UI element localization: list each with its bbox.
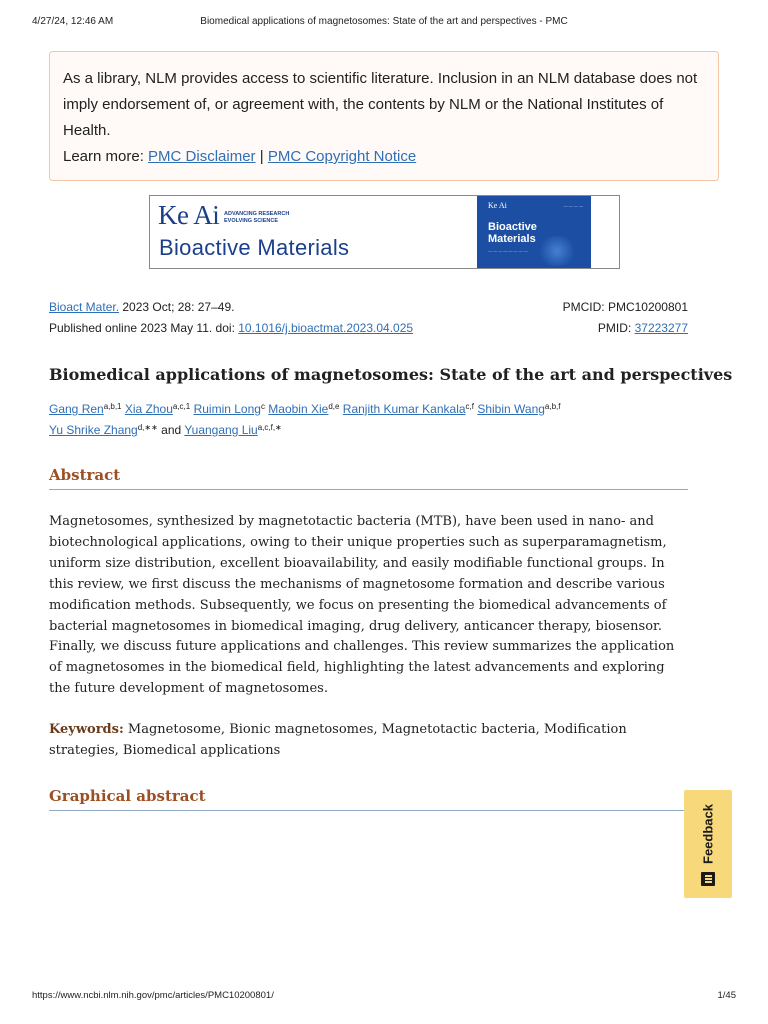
keywords <box>49 719 689 761</box>
cover-subline-decoration: — — — — — — — — <box>488 248 528 253</box>
author-affiliation: a,c,f,∗ <box>257 423 282 432</box>
cover-title <box>488 221 537 245</box>
author-list <box>49 399 649 441</box>
learn-more-label: Learn more: <box>63 148 144 165</box>
print-url: https://www.ncbi.nlm.nih.gov/pmc/articles/PMC10200801/ <box>32 990 274 1001</box>
feedback-button[interactable] <box>684 790 732 898</box>
citation-line <box>49 300 688 314</box>
pmid-link[interactable]: 37223277 <box>634 321 688 335</box>
citation-issue: 2023 Oct; 28: 27–49. <box>122 300 235 314</box>
journal-link[interactable]: Bioact Mater. <box>49 300 120 314</box>
published-online: Published online 2023 May 11. doi: <box>49 321 235 335</box>
author-affiliation: d,e <box>328 402 340 411</box>
feedback-label: Feedback <box>700 804 716 864</box>
author-affiliation: a,b,f <box>544 402 561 411</box>
author-affiliation: a,b,1 <box>103 402 122 411</box>
print-datetime: 4/27/24, 12:46 AM <box>32 16 114 27</box>
print-page-number: 1/45 <box>717 990 736 1001</box>
keai-logo: Ke Ai <box>158 200 220 230</box>
doi-link[interactable]: 10.1016/j.bioactmat.2023.04.025 <box>238 321 414 335</box>
author-affiliation: c <box>260 402 265 411</box>
keywords-text: Magnetosome, Bionic magnetosomes, Magnetotactic bacteria, Modification strategies, Biomedical applications <box>49 722 627 758</box>
journal-name: Bioactive Materials <box>159 235 350 260</box>
author-link[interactable]: Gang Ren <box>49 402 104 416</box>
keai-tagline-line-1: ADVANCING RESEARCH <box>224 211 290 217</box>
cover-title-line-1: Bioactive <box>488 221 537 233</box>
cover-title-line-2: Materials <box>488 233 536 245</box>
cover-publisher: Ke Ai <box>488 201 507 210</box>
authors-and: and <box>161 423 182 437</box>
author-link[interactable]: Ranjith Kumar Kankala <box>342 402 466 416</box>
notice-learn-more <box>63 144 705 170</box>
author-link[interactable]: Yu Shrike Zhang <box>49 423 138 437</box>
publication-line <box>49 321 688 335</box>
keywords-label: Keywords: <box>49 722 124 737</box>
cover-volume-decoration: — — — — <box>563 203 583 208</box>
abstract-text: Magnetosomes, synthesized by magnetotactic bacteria (MTB), have been used in nano- and biotechnological applications, owing to their unique properties such as superparamagnetism, uniform size distribution, excellent bioavailability, and easily modifiable functional groups. In this review, we first discuss the mechanisms of magnetosome formation and describe various modification methods. Subsequently, we focus on presenting the biomedical advancements of bacterial magnetosomes in biomedical imaging, drug delivery, anticancer therapy, biosensor. Finally, we discuss future applications and challenges. This review summarizes the application of magnetosomes in the biomedical field, highlighting the latest advancements and exploring the future development of magnetosomes. <box>49 514 675 697</box>
pmc-disclaimer-link[interactable]: PMC Disclaimer <box>148 148 256 165</box>
author-link[interactable]: Xia Zhou <box>124 402 173 416</box>
print-page-title: Biomedical applications of magnetosomes: State of the art and perspectives - PMC <box>200 16 568 27</box>
author-affiliation: d,∗∗ <box>137 423 158 432</box>
graphical-abstract-heading: Graphical abstract <box>49 787 688 811</box>
pmid-label: PMID: <box>597 321 632 335</box>
article-title: Biomedical applications of magnetosomes: State of the art and perspectives <box>49 365 733 384</box>
abstract-heading: Abstract <box>49 466 688 490</box>
journal-banner[interactable] <box>149 195 620 269</box>
notice-text: As a library, NLM provides access to scientific literature. Inclusion in an NLM database does not imply endorsement of, or agreement with, the contents by NLM or the National Institutes of Health. <box>63 70 698 139</box>
author-affiliation: c,f <box>465 402 474 411</box>
author-link[interactable]: Ruimin Long <box>193 402 261 416</box>
pmid <box>598 321 688 335</box>
author-affiliation: a,c,1 <box>172 402 191 411</box>
nlm-notice-box <box>49 51 719 181</box>
keai-tagline-line-2: EVOLVING SCIENCE <box>224 217 278 224</box>
print-footer <box>32 990 736 1004</box>
keai-tagline <box>224 211 289 224</box>
print-header <box>32 16 736 30</box>
journal-cover-image <box>477 196 591 269</box>
author-link[interactable]: Maobin Xie <box>268 402 329 416</box>
pmc-copyright-link[interactable]: PMC Copyright Notice <box>267 148 417 165</box>
author-link[interactable]: Yuangang Liu <box>184 423 258 437</box>
author-link[interactable]: Shibin Wang <box>477 402 545 416</box>
cover-artwork <box>537 236 577 266</box>
notice-separator: | <box>259 148 264 165</box>
feedback-icon <box>701 872 715 886</box>
pmcid: PMCID: PMC10200801 <box>562 300 688 314</box>
